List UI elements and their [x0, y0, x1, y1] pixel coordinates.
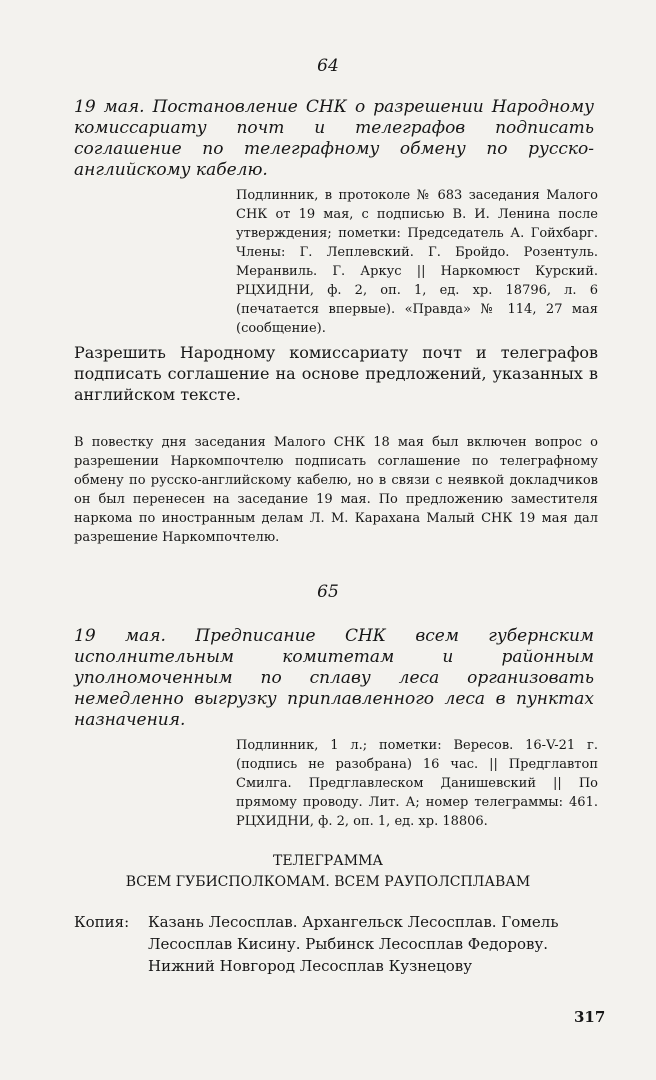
copy-line: Лесосплав Кисину. Рыбинск Лесосплав Федорову.	[148, 935, 549, 953]
doc65-heading: 19 мая. Предписание СНК всем губернским исполнительным комитетам и районным уполномоченным по сплаву леса организовать немедленно выгрузку приплавленного леса в пунктах назначения.	[74, 626, 594, 730]
copy-block	[74, 911, 604, 981]
copy-line: Нижний Новгород Лесосплав Кузнецову	[148, 957, 473, 975]
telegram-title: ТЕЛЕГРАММА	[272, 853, 384, 869]
doc64-heading: 19 мая. Постановление СНК о разрешении Народному комиссариату почт и телеграфов подписать соглашение по телеграфному обмену по русско-английскому кабелю.	[74, 97, 594, 180]
copy-line: Казань Лесосплав. Архангельск Лесосплав. Гомель	[148, 913, 559, 931]
copy-recipients	[148, 911, 608, 977]
telegram-subtitle: ВСЕМ ГУБИСПОЛКОМАМ. ВСЕМ РАУПОЛСПЛАВАМ	[125, 874, 531, 890]
page-folio: 317	[574, 1008, 606, 1026]
copy-label: Копия:	[74, 913, 130, 931]
doc64-note: В повестку дня заседания Малого СНК 18 мая был включен вопрос о разрешении Наркомпочтелю подписать соглашение по телеграфному обмену по русско-английскому кабелю, но в связи с неявкой докладчиков он был перенесен на заседание 19 мая. По предложению заместителя наркома по иностранным делам Л. М. Карахана Малый СНК 19 мая дал разрешение Наркомпочтелю.	[74, 435, 598, 545]
doc64-body: Разрешить Народному комиссариату почт и телеграфов подписать соглашение на основе предложений, указанных в английском тексте.	[74, 343, 598, 404]
doc64-source: Подлинник, в протоколе № 683 заседания Малого СНК от 19 мая, с подписью В. И. Ленина после утверждения; пометки: Председатель А. Гойхбарг. Члены: Г. Леплевский. Г. Бройдо. Розентуль. Меранвиль. Г. Аркус || Наркомюст Курский. РЦХИДНИ, ф. 2, оп. 1, ед. хр. 18796, л. 6 (печатается впервые). «Правда» № 114, 27 мая (сообщение).	[236, 188, 598, 336]
document-number-65: 65	[317, 582, 339, 602]
document-number-64: 64	[317, 56, 339, 76]
doc65-source: Подлинник, 1 л.; пометки: Вересов. 16-V-21 г. (подпись не разобрана) 16 час. || Предглавтоп Смилга. Предглавлеском Данишевский || По прямому проводу. Лит. А; номер телеграммы: 461. РЦХИДНИ, ф. 2, оп. 1, ед. хр. 18806.	[236, 738, 598, 829]
